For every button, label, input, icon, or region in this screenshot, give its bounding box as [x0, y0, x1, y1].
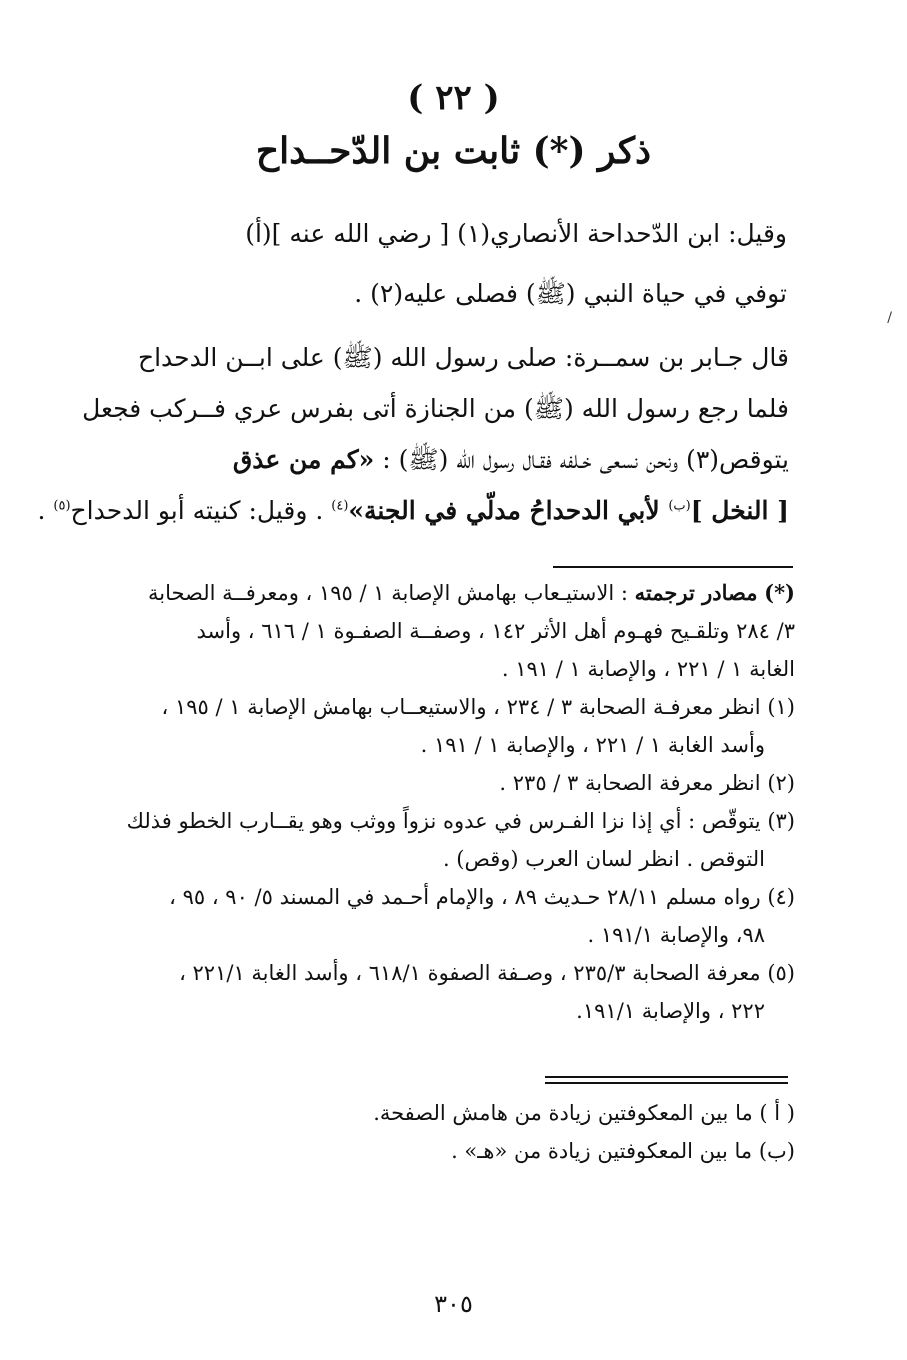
footnote-star — [80, 574, 795, 688]
footnote-4-line-2: ٩٨، والإصابة ١٩١/١ . — [587, 923, 765, 947]
editor-note-b-line — [195, 1132, 795, 1170]
footnote-ref-5: (٥) — [53, 498, 71, 514]
editor-notes-divider-top — [545, 1076, 788, 1078]
hadith-quote-end: لأبي الدحداحُ مدلّي في الجنة» — [348, 496, 669, 525]
footnote-text: انظر معرفـة الصحابة ٣ / ٢٣٤ ، والاستيعــاب بهامش الإصابة ١ / ١٩٥ ، — [161, 695, 761, 719]
page-number: ٣٠٥ — [434, 1290, 473, 1318]
footnote-1-line-1 — [80, 688, 795, 726]
footnote-3-line-2: التوقص . انظر لسان العرب (وقص) . — [442, 847, 765, 871]
narration-line-3-text: يتوقص(٣) ونحن نسعى خـلفه فقـال رسول الله (ﷺ) : — [374, 445, 789, 474]
hadith-bracket: [ النخل ] — [690, 496, 789, 525]
narration-line-4 — [37, 485, 789, 536]
editor-notes-divider-bottom — [545, 1082, 788, 1084]
hadith-quote-start: «كم من عذق — [232, 445, 375, 474]
footnote-text: يتوقّص : أي إذا نزا الفـرس في عدوه نزواً ووثب وهو يقــارب الخطو فذلك — [126, 809, 761, 833]
footnote-5 — [80, 954, 795, 1030]
footnote-marker: (٤) — [767, 885, 795, 909]
editor-note-text: ما بين المعكوفتين زيادة من هامش الصفحة. — [373, 1101, 753, 1125]
footnote-3-line-1 — [80, 802, 795, 840]
footnote-marker: (١) — [767, 695, 795, 719]
footnote-star-line-3: الغابة ١ / ٢٢١ ، والإصابة ١ / ١٩١ . — [501, 657, 795, 681]
footnote-marker: (٥) — [767, 961, 795, 985]
editor-note-a — [195, 1094, 795, 1132]
footnote-4-line-1 — [80, 878, 795, 916]
narration-line-3 — [77, 434, 789, 485]
footnote-3 — [80, 802, 795, 878]
footnote-2-line-1 — [80, 764, 795, 802]
alias-text: وقيل: ابن الدّحداحة الأنصاري(١) [ رضي الله عنه ](أ) — [245, 219, 787, 248]
footnote-4 — [80, 878, 795, 954]
margin-tick-mark: / — [887, 310, 892, 326]
death-line — [87, 265, 787, 323]
footnote-text: معرفة الصحابة ٢٣٥/٣ ، وصـفة الصفوة ٦١٨/١ ، وأسد الغابة ٢٢١/١ ، — [179, 961, 761, 985]
chapter-number: ( ٢٢ ) — [407, 78, 500, 118]
footnotes — [80, 574, 795, 1030]
footnote-ref-b: (ب) — [668, 498, 691, 514]
footnote-marker: (٣) — [767, 809, 795, 833]
footnote-text: رواه مسلم ٢٨/١١ حـديث ٨٩ ، والإمام أحـمد في المسند ٥/ ٩٠ ، ٩٥ ، — [169, 885, 761, 909]
footnote-marker: (٢) — [767, 771, 795, 795]
footnote-star-line-2: ٣/ ٢٨٤ وتلقـيح فهـوم أهل الأثر ١٤٢ ، وصفــة الصفـوة ١ / ٦١٦ ، وأسد — [196, 619, 795, 643]
sources-label: مصادر ترجمته — [634, 580, 758, 605]
editor-note-marker: ( أ ) — [759, 1101, 795, 1125]
editor-note-a-line — [195, 1094, 795, 1132]
narration-line-2: فلما رجع رسول الله (ﷺ) من الجنازة أتى بفرس عري فــركب فجعل — [82, 394, 789, 423]
footnote-1 — [80, 688, 795, 764]
death-text: توفي في حياة النبي (ﷺ) فصلى عليه(٢) . — [354, 279, 787, 308]
chapter-title: ذكر (*) ثابت بن الدّحــداح — [255, 130, 652, 172]
footnote-5-line-1 — [80, 954, 795, 992]
footnote-divider — [553, 566, 793, 568]
footnote-marker: (*) — [764, 580, 795, 605]
footnote-2 — [80, 764, 795, 802]
footnote-5-line-2: ٢٢٢ ، والإصابة ١٩١/١. — [576, 999, 765, 1023]
footnote-ref-4: (٤) — [331, 498, 349, 514]
narration-paragraph — [37, 332, 789, 536]
footnote-1-line-2: وأسد الغابة ١ / ٢٢١ ، والإصابة ١ / ١٩١ . — [420, 733, 765, 757]
editor-notes — [195, 1094, 795, 1170]
narration-line-1: قال جـابر بن سمــرة: صلى رسول الله (ﷺ) على ابــن الدحداح — [137, 343, 789, 372]
kunya-text: . وقيل: كنيته أبو الدحداح — [70, 496, 332, 525]
editor-note-text: ما بين المعكوفتين زيادة من «هـ» . — [451, 1139, 753, 1163]
footnote-text: : الاستيـعاب بهامش الإصابة ١ / ١٩٥ ، ومعرفــة الصحابة — [147, 581, 635, 605]
footnote-star-line-1 — [80, 574, 795, 612]
editor-note-marker: (ب) — [758, 1139, 795, 1163]
alias-line — [87, 205, 787, 263]
footnote-text: انظر معرفة الصحابة ٣ / ٢٣٥ . — [499, 771, 761, 795]
editor-note-b — [195, 1132, 795, 1170]
line-end: . — [37, 496, 54, 525]
